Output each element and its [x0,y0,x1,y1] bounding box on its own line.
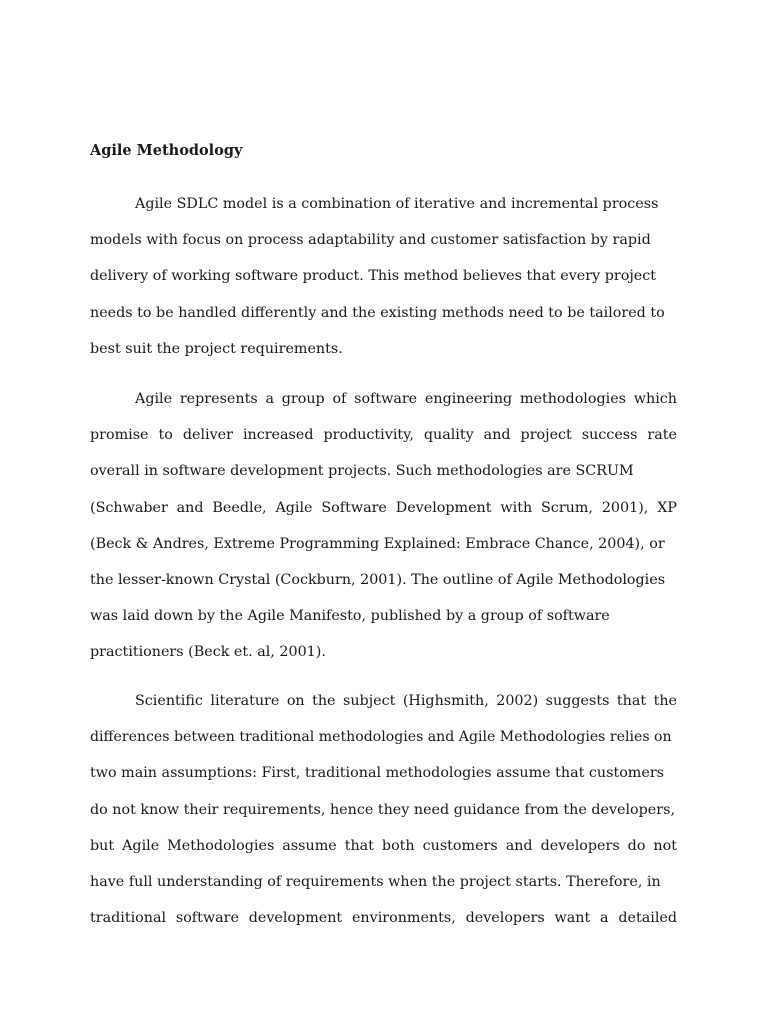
text-line: (Beck & Andres, Extreme Programming Explained: Embrace Chance, 2004), or [90,535,665,552]
text-line: do not know their requirements, hence they need guidance from the developers, [90,801,675,818]
text-line: was laid down by the Agile Manifesto, published by a group of software [90,608,610,625]
paragraph-scientific-literature [90,683,677,936]
text-line: delivery of working software product. This method believes that every project [90,268,656,285]
text-line: overall in software development projects. Such methodologies are SCRUM [90,463,634,480]
text-line: best suit the project requirements. [90,340,343,357]
text-line: promise to deliver increased productivity, quality and project success rate [90,427,677,444]
text-line: (Schwaber and Beedle, Agile Software Development with Scrum, 2001), XP [90,499,677,516]
text-line: have full understanding of requirements when the project starts. Therefore, in [90,873,661,890]
text-line: two main assumptions: First, traditional methodologies assume that customers [90,765,664,782]
text-line: traditional software development environments, developers want a detailed [90,910,677,927]
paragraph-agile-sdlc [90,186,677,367]
text-line: Agile SDLC model is a combination of iterative and incremental process [135,196,659,212]
section-heading: Agile Methodology [90,142,243,159]
text-line: the lesser-known Crystal (Cockburn, 2001). The outline of Agile Methodologies [90,571,666,588]
text-line: differences between traditional methodologies and Agile Methodologies relies on [90,729,672,746]
text-line: Scientific literature on the subject (Highsmith, 2002) suggests that the [135,693,677,709]
text-line: models with focus on process adaptability and customer satisfaction by rapid [90,232,651,249]
text-line: Agile represents a group of software engineering methodologies which [135,391,677,407]
text-line: practitioners (Beck et. al, 2001). [90,644,326,661]
text-line: needs to be handled differently and the existing methods need to be tailored to [90,304,665,321]
paragraph-agile-represents [90,381,677,671]
text-line: but Agile Methodologies assume that both customers and developers do not [90,837,677,854]
